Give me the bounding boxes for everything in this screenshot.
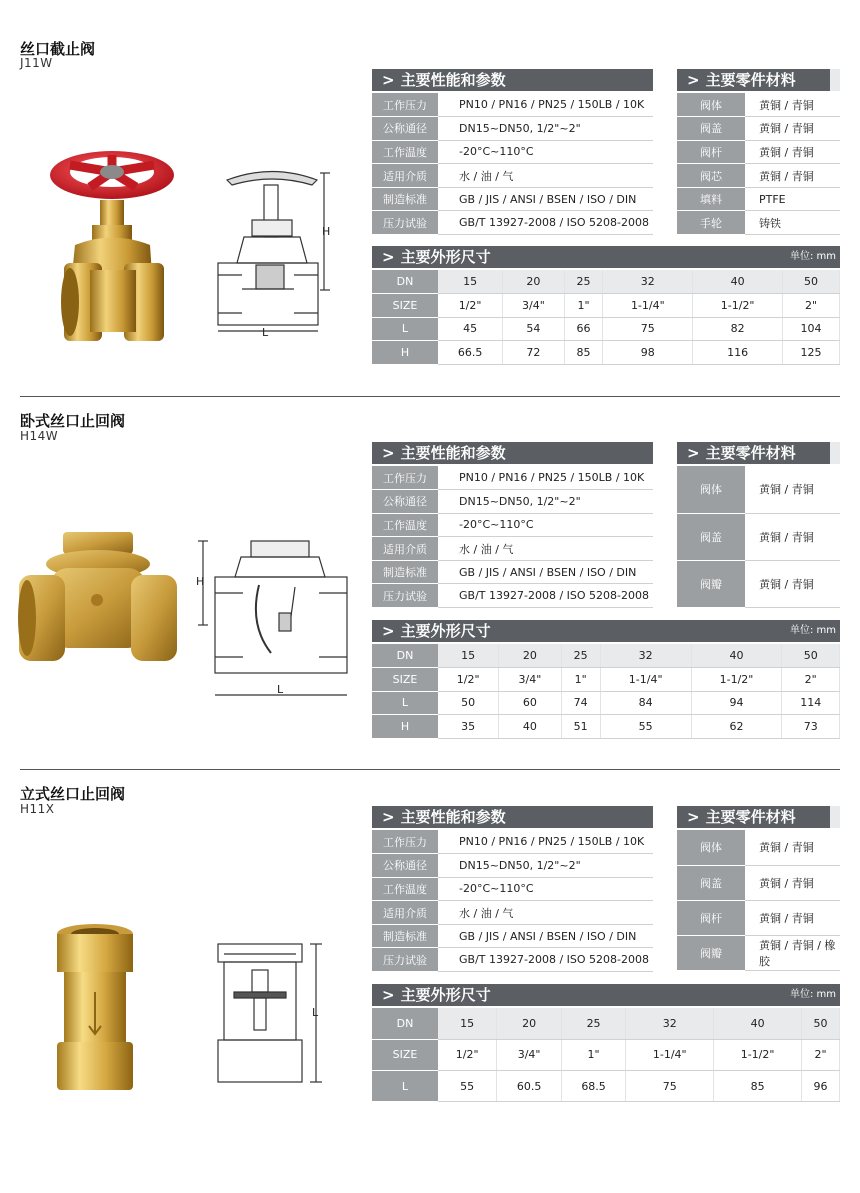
dim-cell: 1-1/2" [693,294,783,318]
dim-cell: 72 [503,341,564,365]
dim-cell: 98 [603,341,693,365]
dim-cell: 68.5 [561,1071,625,1102]
drawing-label-l: L [262,326,269,339]
dim-cell: 1" [564,294,603,318]
dim-cell: 2" [783,294,840,318]
material-key: 阀体 [677,93,745,117]
materials-header-label: 主要零件材料 [705,71,796,89]
drawing-label-h: H [322,225,331,238]
spec-value: PN10 / PN16 / PN25 / 150LB / 10K [438,466,653,490]
spec-key: 压力试验 [372,584,438,608]
dim-cell: 125 [783,341,840,365]
spec-key: 制造标准 [372,187,438,211]
dim-cell: 104 [783,317,840,341]
dim-cell: 32 [603,270,693,294]
material-key: 手轮 [677,211,745,235]
dim-cell: 15 [438,1008,497,1039]
materials-table [677,830,840,971]
chevron-right-icon: > [382,248,395,266]
dim-cell: 40 [499,715,561,739]
dim-cell: 85 [714,1071,802,1102]
vertical-check-valve-drawing [212,940,332,1088]
table-row [372,948,653,972]
spec-table [372,830,653,972]
material-key: 阀杆 [677,900,745,935]
unit-label: 单位: mm [789,989,836,1000]
section-code: J11W [20,56,53,70]
dim-cell: 1-1/2" [714,1039,802,1070]
table-row [372,877,653,901]
dim-cell: 51 [561,715,600,739]
dimensions-header [372,984,840,1006]
dim-cell: 66.5 [438,341,503,365]
dim-cell: 1/2" [438,1039,497,1070]
material-key: 填料 [677,187,745,211]
spec-header [372,806,653,828]
spec-value: GB / JIS / ANSI / BSEN / ISO / DIN [438,560,653,584]
material-key: 阀盖 [677,513,745,560]
materials-header-label: 主要零件材料 [705,808,796,826]
spec-value: -20°C~110°C [438,140,653,164]
vertical-check-valve-photo [50,922,140,1092]
section-title: 丝口截止阀 [20,40,96,58]
spec-key: 适用介质 [372,164,438,188]
dim-cell: 50 [802,1008,840,1039]
dim-key: SIZE [372,668,438,692]
drawing-label-l: L [312,1006,319,1019]
material-key: 阀瓣 [677,561,745,608]
table-row [372,1039,840,1070]
spec-key: 压力试验 [372,948,438,972]
spec-value: GB / JIS / ANSI / BSEN / ISO / DIN [438,924,653,948]
dimensions-table [372,1008,840,1102]
dim-cell: 114 [782,691,840,715]
dim-cell: 60 [499,691,561,715]
dim-key: H [372,341,438,365]
table-row [372,924,653,948]
spec-key: 工作温度 [372,140,438,164]
dim-cell: 54 [503,317,564,341]
section-code: H14W [20,429,59,443]
dim-cell: 1-1/2" [691,668,782,692]
dim-cell: 84 [600,691,691,715]
section-title: 卧式丝口止回阀 [20,412,126,430]
dim-cell: 20 [497,1008,561,1039]
dim-cell: 25 [561,644,600,668]
dim-cell: 75 [626,1071,714,1102]
dim-cell: 35 [438,715,499,739]
dim-cell: 15 [438,644,499,668]
spec-key: 公称通径 [372,854,438,878]
spec-key: 工作温度 [372,877,438,901]
dim-key: DN [372,1008,438,1039]
spec-key: 工作压力 [372,93,438,117]
dim-cell: 50 [782,644,840,668]
dim-cell: 1/2" [438,668,499,692]
spec-header-label: 主要性能和参数 [400,808,506,826]
dim-cell: 116 [693,341,783,365]
dim-cell: 15 [438,270,503,294]
dim-cell: 40 [693,270,783,294]
material-value: 黄铜 / 青铜 / 橡胶 [745,936,840,971]
header-accent [830,806,840,828]
dim-cell: 20 [503,270,564,294]
spec-key: 压力试验 [372,211,438,235]
spec-value: GB/T 13927-2008 / ISO 5208-2008 [438,584,653,608]
dim-cell: 1-1/4" [603,294,693,318]
table-row [677,865,840,900]
dim-key: SIZE [372,294,438,318]
spec-value: PN10 / PN16 / PN25 / 150LB / 10K [438,93,653,117]
material-value: PTFE [745,187,840,211]
dim-cell: 25 [561,1008,625,1039]
dim-key: L [372,1071,438,1102]
table-row [677,900,840,935]
spec-value: PN10 / PN16 / PN25 / 150LB / 10K [438,830,653,854]
drawing-label-h: H [196,575,205,588]
dim-cell: 96 [802,1071,840,1102]
dim-cell: 1/2" [438,294,503,318]
dim-key: H [372,715,438,739]
dim-key: SIZE [372,1039,438,1070]
chevron-right-icon: > [687,71,700,89]
dim-cell: 73 [782,715,840,739]
spec-key: 制造标准 [372,924,438,948]
dim-key: L [372,317,438,341]
spec-value: -20°C~110°C [438,877,653,901]
spec-value: DN15~DN50, 1/2"~2" [438,854,653,878]
material-value: 黄铜 / 青铜 [745,900,840,935]
dim-cell: 74 [561,691,600,715]
material-value: 黄铜 / 青铜 [745,830,840,865]
dimensions-header-label: 主要外形尺寸 [400,248,491,266]
dim-cell: 50 [783,270,840,294]
dim-cell: 55 [600,715,691,739]
dim-cell: 75 [603,317,693,341]
dim-key: DN [372,644,438,668]
material-key: 阀杆 [677,140,745,164]
dim-cell: 1-1/4" [626,1039,714,1070]
spec-header-label: 主要性能和参数 [400,71,506,89]
dim-cell: 60.5 [497,1071,561,1102]
chevron-right-icon: > [687,808,700,826]
material-key: 阀芯 [677,164,745,188]
dim-cell: 1" [561,1039,625,1070]
unit-label: 单位: mm [789,251,836,262]
material-key: 阀盖 [677,117,745,141]
dim-cell: 3/4" [497,1039,561,1070]
dim-cell: 2" [802,1039,840,1070]
drawing-label-l: L [277,683,284,696]
dim-cell: 1" [561,668,600,692]
table-row [372,854,653,878]
materials-header [677,806,840,828]
dim-key: DN [372,270,438,294]
dim-cell: 85 [564,341,603,365]
material-value: 黄铜 / 青铜 [745,93,840,117]
dim-cell: 82 [693,317,783,341]
dim-cell: 94 [691,691,782,715]
chevron-right-icon: > [382,71,395,89]
dimensions-header-label: 主要外形尺寸 [400,622,491,640]
spec-value: 水 / 油 / 气 [438,164,653,188]
spec-key: 工作压力 [372,466,438,490]
material-key: 阀体 [677,830,745,865]
dim-cell: 40 [691,644,782,668]
dim-cell: 32 [626,1008,714,1039]
spec-value: GB / JIS / ANSI / BSEN / ISO / DIN [438,187,653,211]
section-title: 立式丝口止回阀 [20,785,126,803]
material-value: 铸铁 [745,211,840,235]
spec-value: -20°C~110°C [438,513,653,537]
material-key: 阀盖 [677,865,745,900]
table-row [372,901,653,925]
spec-key: 制造标准 [372,560,438,584]
spec-value: GB/T 13927-2008 / ISO 5208-2008 [438,211,653,235]
dim-cell: 3/4" [499,668,561,692]
spec-key: 公称通径 [372,490,438,514]
dim-cell: 1-1/4" [600,668,691,692]
chevron-right-icon: > [687,444,700,462]
dim-key: L [372,691,438,715]
section-code: H11X [20,802,55,816]
spec-value: GB/T 13927-2008 / ISO 5208-2008 [438,948,653,972]
dim-cell: 32 [600,644,691,668]
dim-cell: 40 [714,1008,802,1039]
dim-cell: 55 [438,1071,497,1102]
material-value: 黄铜 / 青铜 [745,466,840,513]
material-value: 黄铜 / 青铜 [745,140,840,164]
spec-key: 适用介质 [372,537,438,561]
dim-cell: 66 [564,317,603,341]
materials-header-label: 主要零件材料 [705,444,796,462]
material-value: 黄铜 / 青铜 [745,561,840,608]
material-value: 黄铜 / 青铜 [745,865,840,900]
spec-value: DN15~DN50, 1/2"~2" [438,117,653,141]
dim-cell: 20 [499,644,561,668]
spec-key: 工作压力 [372,830,438,854]
material-value: 黄铜 / 青铜 [745,117,840,141]
spec-header-label: 主要性能和参数 [400,444,506,462]
material-value: 黄铜 / 青铜 [745,513,840,560]
spec-value: DN15~DN50, 1/2"~2" [438,490,653,514]
material-key: 阀瓣 [677,936,745,971]
spec-key: 工作温度 [372,513,438,537]
dim-cell: 62 [691,715,782,739]
dim-cell: 50 [438,691,499,715]
dimensions-header-label: 主要外形尺寸 [400,986,491,1004]
chevron-right-icon: > [382,622,395,640]
dim-cell: 2" [782,668,840,692]
dim-cell: 45 [438,317,503,341]
spec-key: 适用介质 [372,901,438,925]
material-value: 黄铜 / 青铜 [745,164,840,188]
dim-cell: 25 [564,270,603,294]
spec-value: 水 / 油 / 气 [438,537,653,561]
material-key: 阀体 [677,466,745,513]
table-row [372,1071,840,1102]
spec-value: 水 / 油 / 气 [438,901,653,925]
dim-cell: 3/4" [503,294,564,318]
table-row [677,830,840,865]
chevron-right-icon: > [382,808,395,826]
chevron-right-icon: > [382,986,395,1004]
table-row [677,936,840,971]
table-row [372,1008,840,1039]
chevron-right-icon: > [382,444,395,462]
table-row [372,830,653,854]
unit-label: 单位: mm [789,625,836,636]
spec-key: 公称通径 [372,117,438,141]
